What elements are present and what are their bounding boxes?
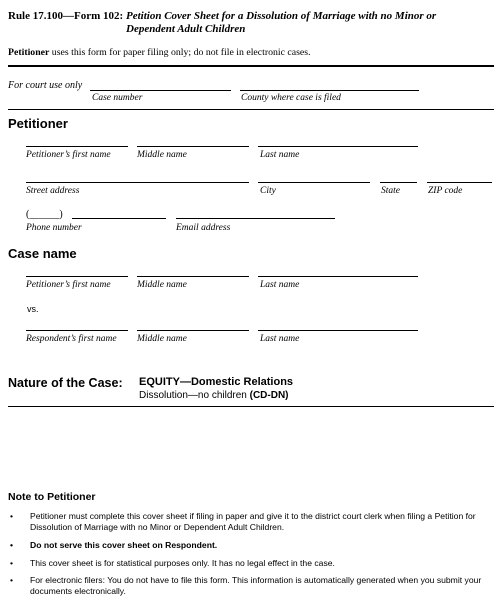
state-label: State — [381, 186, 400, 196]
bullet-icon: • — [10, 558, 14, 568]
case-petitioner-first-label: Petitioner’s first name — [26, 280, 111, 290]
email-field[interactable] — [176, 218, 335, 219]
county-field[interactable] — [240, 90, 419, 91]
petitioner-first-name-label: Petitioner’s first name — [26, 150, 111, 160]
case-petitioner-middle-label: Middle name — [137, 280, 187, 290]
versus-label: vs. — [27, 304, 39, 314]
case-number-field[interactable] — [90, 90, 231, 91]
petitioner-first-name-field[interactable] — [26, 146, 128, 147]
phone-area-code: (______) — [26, 209, 63, 220]
street-address-field[interactable] — [26, 182, 249, 183]
phone-field[interactable] — [72, 218, 166, 219]
respondent-first-field[interactable] — [26, 330, 128, 331]
case-petitioner-first-field[interactable] — [26, 276, 128, 277]
case-number-label: Case number — [92, 93, 143, 103]
petitioner-last-name-field[interactable] — [258, 146, 418, 147]
petitioner-middle-name-label: Middle name — [137, 150, 187, 160]
bullet-icon: • — [10, 540, 14, 550]
state-field[interactable] — [380, 182, 417, 183]
nature-heading: Nature of the Case: — [8, 376, 123, 390]
street-address-label: Street address — [26, 186, 80, 196]
rule-label: Rule 17.100—Form 102: — [8, 10, 124, 22]
case-petitioner-last-label: Last name — [260, 280, 300, 290]
respondent-middle-label: Middle name — [137, 334, 187, 344]
form-header — [8, 10, 494, 35]
county-label: County where case is filed — [241, 93, 341, 103]
zip-label: ZIP code — [428, 186, 463, 196]
case-petitioner-middle-field[interactable] — [137, 276, 249, 277]
bullet-icon: • — [10, 511, 14, 521]
note-item-electronic: • For electronic filers: You do not have to file this form. This information is automatically generated when you submit your documents electronically. — [10, 575, 482, 596]
court-use-label: For court use only — [8, 80, 83, 91]
note-item-do-not-serve: • Do not serve this cover sheet on Respondent. — [10, 540, 218, 550]
zip-field[interactable] — [427, 182, 492, 183]
case-name-heading: Case name — [8, 246, 77, 261]
usage-instruction: Petitioner uses this form for paper filing only; do not file in electronic cases. — [8, 47, 311, 58]
city-label: City — [260, 186, 276, 196]
petitioner-middle-name-field[interactable] — [137, 146, 249, 147]
note-item-complete: • Petitioner must complete this cover sheet if filing in paper and give it to the district court clerk when filing a Petition for Dissolution of Marriage with no Minor or Dependent Adult Children. — [10, 511, 476, 532]
nature-divider — [8, 406, 494, 407]
header-divider — [8, 65, 494, 67]
case-petitioner-last-field[interactable] — [258, 276, 418, 277]
phone-label: Phone number — [26, 223, 82, 233]
note-item-statistical: • This cover sheet is for statistical purposes only. It has no legal effect in the case. — [10, 558, 335, 568]
court-use-divider — [8, 109, 494, 110]
respondent-middle-field[interactable] — [137, 330, 249, 331]
petitioner-heading: Petitioner — [8, 116, 68, 131]
petitioner-last-name-label: Last name — [260, 150, 300, 160]
respondent-last-label: Last name — [260, 334, 300, 344]
form-title: Petition Cover Sheet for a Dissolution of Marriage with no Minor or Dependent Adult Children — [126, 10, 437, 35]
city-field[interactable] — [258, 182, 370, 183]
bullet-icon: • — [10, 575, 14, 585]
nature-category: EQUITY—Domestic Relations — [139, 376, 294, 388]
nature-subcategory: Dissolution—no children (CD-DN) — [139, 390, 289, 401]
respondent-last-field[interactable] — [258, 330, 418, 331]
respondent-first-label: Respondent’s first name — [26, 334, 117, 344]
email-label: Email address — [176, 223, 231, 233]
note-heading: Note to Petitioner — [8, 491, 96, 503]
